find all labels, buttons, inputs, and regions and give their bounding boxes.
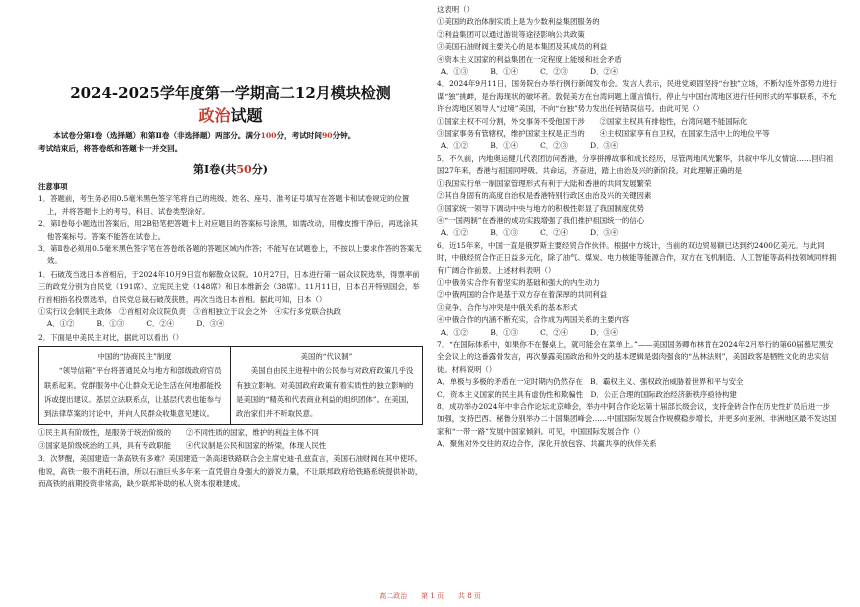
notice-heading: 注意事项 xyxy=(38,182,68,191)
question-4-option: ①国家主权不可分割，外交事务不受他国干涉 ②国家主权具有排他性，台湾问题不能国际化 xyxy=(437,116,748,126)
right-column xyxy=(437,4,837,451)
question-3-option: ④资本主义国家的利益集团在一定程度上能缓和社会矛盾 xyxy=(437,54,622,64)
question-1-answers: A．①② B．①③ C．②④ D．③④ xyxy=(46,319,225,329)
question-2-options: ③国家是阶级统治的工具，具有专政职能 ④代议制是公民和国家的桥梁，体现人民性 xyxy=(38,440,327,450)
exam-intro xyxy=(38,130,423,143)
table-heading-china: 中国的“协商民主”制度 xyxy=(97,352,172,362)
page-footer: 高二政治 第 1 页 共 8 页 xyxy=(379,592,481,600)
part-one-heading xyxy=(38,162,423,178)
question-8-option: A．聚焦对外交往的双边合作，深化开放包容、共赢共享的伙伴关系 xyxy=(437,439,657,449)
question-7-stem: 7．“在国际体系中，如果你不在餐桌上，就可能会在菜单上。”——美国国务卿布林肯在2024年2月举行的第60届慕尼黑安全会议上的这番露骨发言，再次暴露美国政治和外交的基本逻辑是弱肉强食的“丛林法则”，美国政客是牺牲文化的忠实信徒。材料说明（） xyxy=(437,339,834,374)
question-7-option: A．单极与多极的矛盾在一定时期内仍然存在 B．霸权主义、强权政治威胁着世界和平与安全 xyxy=(437,377,744,387)
exam-subject xyxy=(38,105,423,127)
intro-text-a: 本试卷分第Ⅰ卷（选择题）和第Ⅱ卷（非选择题）两部分。满分 xyxy=(53,131,261,140)
question-6-option: ③竞争、合作与冲突是中俄关系的基本形式 xyxy=(437,302,578,312)
question-3-stem: 3．次梦醒，美国建造一条高铁有多难？美国建造一条高速铁路联合会主席史迪·孔兹直言，美国石油财阀在其中使坏。他说，高铁一般不消耗石油，所以石油巨头多年来一直凭借自身强大的游说力量，不让联邦政府给铁路系统提供补助，而高铁的前期投资非常高，缺少联邦补助的私人资本很难建成。 xyxy=(38,454,423,488)
intro-text-c: 分钟。 xyxy=(332,131,356,140)
exam-time: 90 xyxy=(322,131,333,140)
question-5-option: ③国家统一领导下调动中央与地方的积极性彰显了我国制度优势 xyxy=(437,203,644,213)
question-5-option: ②其自身固有的高度自治权是香港特别行政区由治及兴的关键因素 xyxy=(437,191,652,201)
part-score: 50 xyxy=(236,163,252,176)
table-cell-usa xyxy=(230,347,422,424)
subject-suffix: 试题 xyxy=(230,106,263,125)
comparison-table xyxy=(38,346,423,425)
question-3-option: ①美国的政治体制实质上是为少数利益集团服务的 xyxy=(437,17,600,27)
exam-title: 2024-2025学年度第一学期高二12月模块检测 xyxy=(70,84,391,102)
part-label: 第Ⅰ卷(共 xyxy=(193,163,237,176)
question-6-answers: A．①② B．①③ C．②④ D．③④ xyxy=(440,327,619,337)
question-4-answers: A．①② B．①④ C．②③ D．③④ xyxy=(440,141,619,151)
question-3-continuation: 这表明（） xyxy=(437,5,474,14)
question-4-stem: 4．2024年9月11日，国务院台办举行例行新闻发布会。发言人表示，民进党顽固坚持“台独”立场，不断勾连外部势力进行谋“独”挑衅，是台海现状的破坏者。敦促美方在台湾问题上谨言慎行，停止与中国台湾地区进行任何形式的军事联系，不允许台湾地区领导人“过境”美国，不向“台独”势力发出任何错误信号。由此可见（） xyxy=(437,79,837,114)
part-label-end: 分) xyxy=(251,163,268,176)
question-2-options: ①民主具有阶级性，是服务于统治阶级的 ②不同性质的国家，维护的利益主体不同 xyxy=(38,428,319,438)
notice-item: 3．第Ⅱ卷必须用0.5毫米黑色签字笔在答卷纸各题的答题区域内作答；不能写在试题卷上，不按以上要求作答的答案无效。 xyxy=(38,244,422,266)
table-body-china: “领导信箱”平台将普通民众与地方和部级政府官员联系起来。党群服务中心让群众无论生活在何地都能投诉或提出建议。基层立法联系点，让基层代表也能参与到法律草案的讨论中，并向人民群众收集意见建议。 xyxy=(44,366,222,419)
exam-intro-2: 考试结束后，将答卷纸和答题卡一并交回。 xyxy=(38,143,183,153)
table-cell-china xyxy=(39,347,230,424)
question-5-option: ④“一国两制”在香港的成功实践增强了我们推护祖国统一的信心 xyxy=(437,215,645,225)
question-7-option: C．资本主义国家的民主具有虚伪性和欺骗性 D．公正合理的国际政治经济新秩序亟待构建 xyxy=(437,389,737,399)
notice-item: 1．答题前，考生务必用0.5毫米黑色签字笔将自己的班级、姓名、座号、准考证号填写在答题卡和试卷规定的位置上，并将答题卡上的考号、科目、试卷类型涂好。 xyxy=(38,194,410,216)
question-5-option: ①我国实行单一制国家管理形式有利于大陆和香港的共同发展繁荣 xyxy=(437,178,652,188)
question-8-stem: 8．成功举办2024年中非合作论坛北京峰会，举办中阿合作论坛第十届部长级会议，支持金砖合作在历史性扩员后进一步加强，支持巴西、秘鲁分别举办二十国集团峰会……中国国际发展合作规模稳步增长，并更多向亚洲、非洲地区最不发达国家和“一带一路”发展中国家倾斜。可见，中国国际发展合作（） xyxy=(437,402,837,436)
question-3-option: ②利益集团可以通过游说等途径影响公共政策 xyxy=(437,29,585,39)
question-4-option: ③国家事务有管辖权，维护国家主权是正当的 ④主权国家享有自卫权，在国家生活中上的地位平等 xyxy=(437,129,770,139)
question-1-options: ①实行议会制民主政体 ②首相对众议院负责 ③首相独立于议会之外 ④实行多党联合执政 xyxy=(38,307,342,317)
left-column xyxy=(38,0,423,490)
question-6-option: ④中俄合作的内涵不断充实，合作成为两国关系的主要内容 xyxy=(437,315,630,325)
question-6-stem: 6．近15年来，中国一直是俄罗斯主要经贸合作伙伴。根据中方统计，当前的双边贸易额已达到约2400亿美元。与此同时，中俄经贸合作正日益多元化，除了油气、煤炭、电力核能等能源合作，双方在飞机制造、人工智能等高科技领域同样拥有广阔合作前景。上述材料表明（） xyxy=(437,240,837,275)
total-score: 100 xyxy=(260,131,277,140)
intro-text-b: 分，考试时间 xyxy=(276,131,322,140)
table-body-usa: 美国自由民主进程中的公民参与对政府政策几乎没有独立影响。对美国政府政策有着实质性的独立影响的是美国的“精英和代表商业利益的组织团体”。在美国，政治家们并不听取民意。 xyxy=(236,366,414,419)
question-2-stem: 2．下面是中美民主对比，据此可以看出（） xyxy=(38,332,184,342)
question-3-option: ③美国石油财阀主要关心的是本集团及其成员的利益 xyxy=(437,42,607,52)
question-1-stem: 1．石破茂当选日本首相后，于2024年10月9日宣布解散众议院。10月27日，日本进行第一届众议院选举，得票率前三的政党分别为自民党（191席）、立宪民主党（148席）和日本维新会（38席）。11月11日，日本召开特别国会，举行首相指名投票选举，自民党总裁石破茂获胜，再次当选日本首相。据此可知，日本（） xyxy=(38,269,420,304)
question-5-stem: 5．不久前，内地奥运健儿代表团访问香港，分享拼搏故事和成长经历，尽管两地风光繁华，共叙中华儿女情谊……回归祖国27年来，香港与祖国同呼吸、共命运，齐奋进，踏上由治及兴的新阶段。对此理解正确的是 xyxy=(437,153,834,176)
question-5-answers: A．①② B．①③ C．②④ D．③④ xyxy=(440,228,619,238)
notice-item: 2．第Ⅰ卷每小题选出答案后，用2B铅笔把答题卡上对应题目的答案标号涂黑，如需改动，用橡皮擦干净后，再选涂其他答案标号。答案不能答在试卷上。 xyxy=(38,219,418,241)
question-6-option: ②中俄两国的合作是基于双方存在着深厚的共同利益 xyxy=(437,290,607,300)
question-3-answers: A．①③ B．①④ C．②③ D．②④ xyxy=(440,67,619,77)
question-6-option: ①中俄务实合作有着坚实的基础和强大的内生动力 xyxy=(437,277,600,287)
subject-name: 政治 xyxy=(198,106,231,125)
table-heading-usa: 美国的“代议制” xyxy=(300,352,353,362)
